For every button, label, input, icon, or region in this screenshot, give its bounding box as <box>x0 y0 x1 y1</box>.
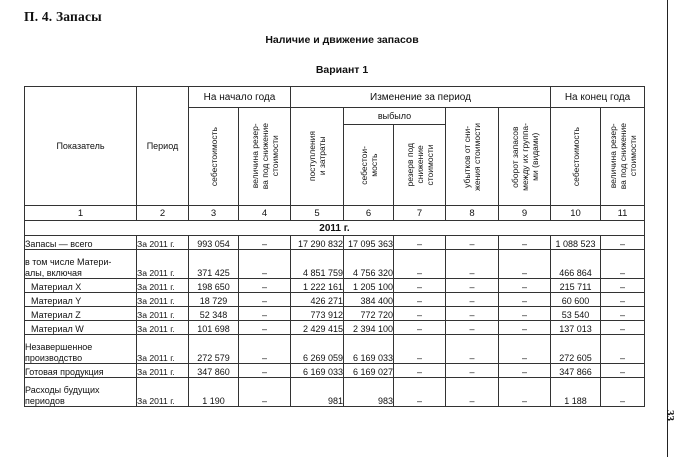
cell-turnover: – <box>499 307 551 321</box>
cell-turnover: – <box>499 335 551 364</box>
cell-turnover: – <box>499 250 551 279</box>
column-number: 2 <box>137 206 189 221</box>
cell-cost-end: 137 013 <box>551 321 601 335</box>
column-number: 10 <box>551 206 601 221</box>
row-period: За 2011 г. <box>137 378 189 407</box>
cell-receipts: 981 <box>291 378 344 407</box>
cell-reserve-start: – <box>239 307 291 321</box>
header-losses: убытков от сни- жения стоимости <box>446 108 499 206</box>
row-period: За 2011 г. <box>137 250 189 279</box>
header-disposed-cost: себестои- мость <box>344 125 394 206</box>
cell-receipts: 4 851 759 <box>291 250 344 279</box>
column-number: 3 <box>189 206 239 221</box>
cell-disposed-cost: 17 095 363 <box>344 236 394 250</box>
cell-reserve-end: – <box>601 279 645 293</box>
cell-reserve-start: – <box>239 364 291 378</box>
column-number: 6 <box>344 206 394 221</box>
header-disposed-reserve: резерв под снижение стоимости <box>394 125 446 206</box>
header-group-start: На начало года <box>189 87 291 108</box>
cell-reserve-start: – <box>239 321 291 335</box>
column-number: 11 <box>601 206 645 221</box>
inventory-table <box>24 86 645 407</box>
cell-cost-start: 272 579 <box>189 335 239 364</box>
cell-receipts: 1 222 161 <box>291 279 344 293</box>
header-receipts: поступления и затраты <box>291 108 344 206</box>
cell-cost-start: 101 698 <box>189 321 239 335</box>
table-row <box>25 279 645 293</box>
header-reserve-start: величина резер- ва под снижение стоимости <box>239 108 291 206</box>
year-row: 2011 г. <box>25 221 645 236</box>
cell-disposed-cost: 2 394 100 <box>344 321 394 335</box>
cell-losses: – <box>446 321 499 335</box>
section-title: П. 4. Запасы <box>24 9 102 24</box>
cell-turnover: – <box>499 364 551 378</box>
table-row <box>25 236 645 250</box>
row-period: За 2011 г. <box>137 321 189 335</box>
table-row <box>25 250 645 279</box>
cell-reserve-start: – <box>239 250 291 279</box>
cell-reserve-end: – <box>601 250 645 279</box>
vertical-page-rule <box>667 0 668 457</box>
cell-turnover: – <box>499 279 551 293</box>
cell-cost-end: 347 866 <box>551 364 601 378</box>
row-label: Материал X <box>25 279 137 293</box>
cell-disposed-cost: 1 205 100 <box>344 279 394 293</box>
cell-disposed-cost: 6 169 033 <box>344 335 394 364</box>
page-number: 33 <box>664 410 676 421</box>
header-group-disposed: выбыло <box>344 108 446 125</box>
header-period: Период <box>137 87 189 206</box>
cell-disposed-reserve: – <box>394 378 446 407</box>
cell-reserve-end: – <box>601 236 645 250</box>
row-label: Материал Y <box>25 293 137 307</box>
cell-reserve-end: – <box>601 293 645 307</box>
cell-cost-end: 53 540 <box>551 307 601 321</box>
row-label: Готовая продукция <box>25 364 137 378</box>
row-period: За 2011 г. <box>137 335 189 364</box>
cell-cost-end: 1 088 523 <box>551 236 601 250</box>
header-group-end: На конец года <box>551 87 645 108</box>
cell-losses: – <box>446 236 499 250</box>
cell-reserve-start: – <box>239 293 291 307</box>
cell-reserve-start: – <box>239 279 291 293</box>
cell-receipts: 6 169 033 <box>291 364 344 378</box>
cell-cost-start: 18 729 <box>189 293 239 307</box>
table-row <box>25 293 645 307</box>
cell-disposed-reserve: – <box>394 307 446 321</box>
header-indicator: Показатель <box>25 87 137 206</box>
row-label: Материал Z <box>25 307 137 321</box>
cell-losses: – <box>446 364 499 378</box>
cell-disposed-cost: 6 169 027 <box>344 364 394 378</box>
column-number-row <box>25 206 645 221</box>
table-row <box>25 307 645 321</box>
cell-disposed-cost: 4 756 320 <box>344 250 394 279</box>
cell-reserve-end: – <box>601 364 645 378</box>
row-label: Запасы — всего <box>25 236 137 250</box>
cell-receipts: 17 290 832 <box>291 236 344 250</box>
cell-receipts: 773 912 <box>291 307 344 321</box>
cell-disposed-cost: 772 720 <box>344 307 394 321</box>
table-row <box>25 378 645 407</box>
row-label: Незавершенное производство <box>25 335 137 364</box>
cell-turnover: – <box>499 321 551 335</box>
header-group-change: Изменение за период <box>291 87 551 108</box>
cell-disposed-reserve: – <box>394 293 446 307</box>
variant-label: Вариант 1 <box>315 64 369 76</box>
cell-losses: – <box>446 307 499 321</box>
cell-receipts: 6 269 059 <box>291 335 344 364</box>
cell-disposed-reserve: – <box>394 279 446 293</box>
row-label: Материал W <box>25 321 137 335</box>
cell-reserve-end: – <box>601 335 645 364</box>
column-number: 1 <box>25 206 137 221</box>
cell-disposed-reserve: – <box>394 335 446 364</box>
cell-reserve-end: – <box>601 307 645 321</box>
table-row <box>25 335 645 364</box>
cell-cost-end: 215 711 <box>551 279 601 293</box>
document-title: Наличие и движение запасов <box>265 34 419 46</box>
cell-cost-start: 52 348 <box>189 307 239 321</box>
cell-cost-end: 272 605 <box>551 335 601 364</box>
cell-disposed-reserve: – <box>394 364 446 378</box>
row-label: в том числе Матери- алы, включая <box>25 250 137 279</box>
cell-reserve-end: – <box>601 321 645 335</box>
column-number: 5 <box>291 206 344 221</box>
row-label: Расходы будущих периодов <box>25 378 137 407</box>
cell-cost-end: 60 600 <box>551 293 601 307</box>
row-period: За 2011 г. <box>137 364 189 378</box>
cell-reserve-start: – <box>239 236 291 250</box>
cell-turnover: – <box>499 293 551 307</box>
cell-disposed-cost: 983 <box>344 378 394 407</box>
cell-reserve-end: – <box>601 378 645 407</box>
header-reserve-end: величина резер- ва под снижение стоимости <box>601 108 645 206</box>
cell-cost-start: 993 054 <box>189 236 239 250</box>
cell-turnover: – <box>499 378 551 407</box>
cell-cost-start: 1 190 <box>189 378 239 407</box>
column-number: 7 <box>394 206 446 221</box>
cell-losses: – <box>446 279 499 293</box>
cell-turnover: – <box>499 236 551 250</box>
row-period: За 2011 г. <box>137 307 189 321</box>
cell-losses: – <box>446 335 499 364</box>
cell-receipts: 2 429 415 <box>291 321 344 335</box>
cell-disposed-reserve: – <box>394 321 446 335</box>
header-cost-start: себестоимость <box>189 108 239 206</box>
cell-cost-start: 198 650 <box>189 279 239 293</box>
header-cost-end: себестоимость <box>551 108 601 206</box>
cell-losses: – <box>446 250 499 279</box>
column-number: 9 <box>499 206 551 221</box>
cell-disposed-cost: 384 400 <box>344 293 394 307</box>
row-period: За 2011 г. <box>137 293 189 307</box>
cell-cost-end: 466 864 <box>551 250 601 279</box>
column-number: 8 <box>446 206 499 221</box>
cell-cost-end: 1 188 <box>551 378 601 407</box>
cell-disposed-reserve: – <box>394 236 446 250</box>
cell-losses: – <box>446 293 499 307</box>
column-number: 4 <box>239 206 291 221</box>
cell-disposed-reserve: – <box>394 250 446 279</box>
cell-cost-start: 347 860 <box>189 364 239 378</box>
header-turnover: оборот запасов между их группа- ми (видами) <box>499 108 551 206</box>
table-row <box>25 321 645 335</box>
row-period: За 2011 г. <box>137 279 189 293</box>
cell-reserve-start: – <box>239 335 291 364</box>
cell-receipts: 426 271 <box>291 293 344 307</box>
cell-cost-start: 371 425 <box>189 250 239 279</box>
cell-losses: – <box>446 378 499 407</box>
cell-reserve-start: – <box>239 378 291 407</box>
table-row <box>25 364 645 378</box>
row-period: За 2011 г. <box>137 236 189 250</box>
